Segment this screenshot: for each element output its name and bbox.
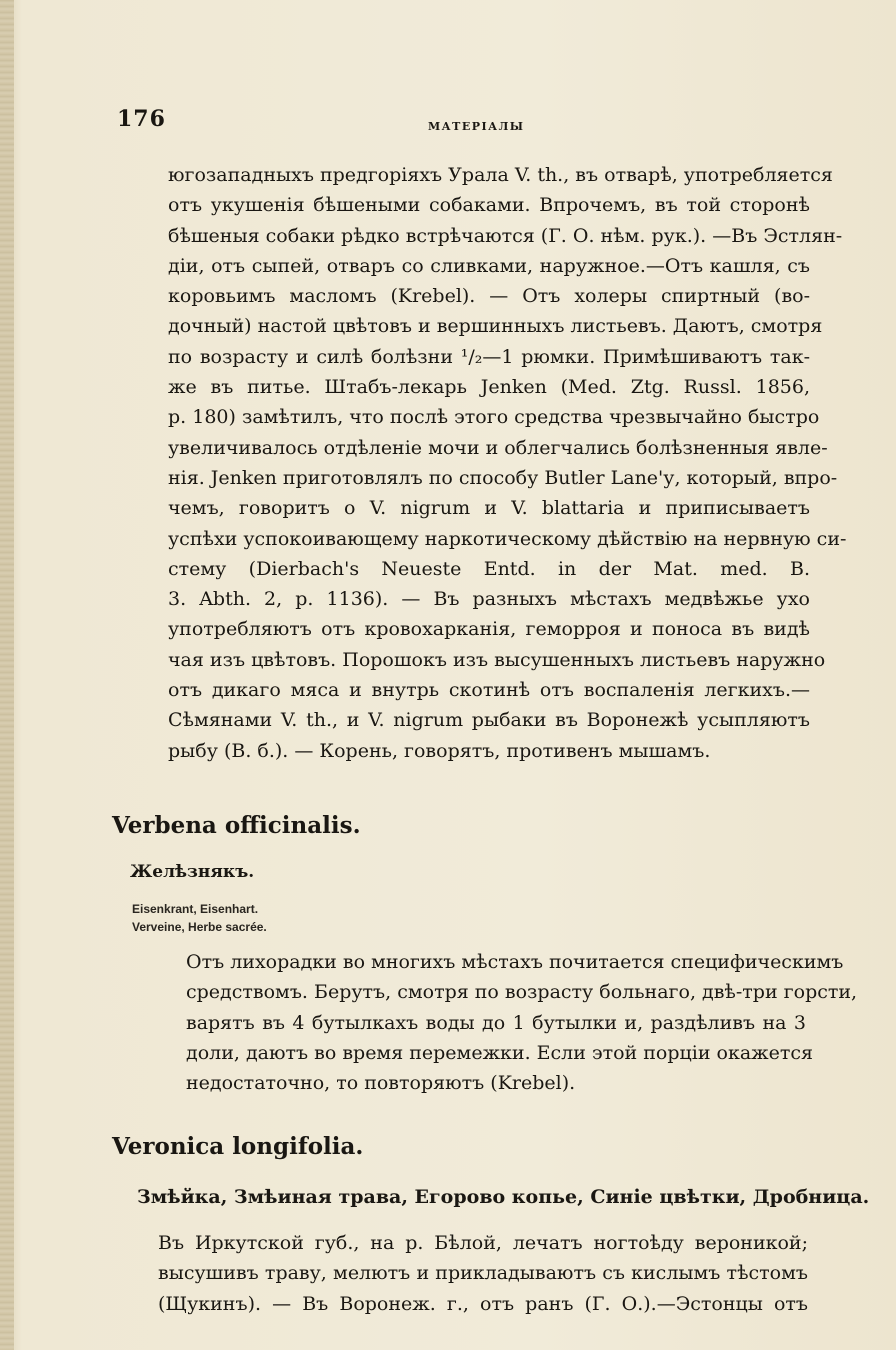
text-line: нія. Jenken приготовлялъ по способу Butler Lane'у, который, впро- bbox=[168, 466, 838, 489]
page-number: 176 bbox=[117, 106, 166, 132]
page-edge bbox=[0, 0, 14, 1350]
french-names: Verveine, Herbe sacrée. bbox=[132, 920, 267, 934]
paragraph-verbascum bbox=[168, 160, 847, 766]
text-line: средствомъ. Берутъ, смотря по возрасту больнаго, двѣ-три горсти, bbox=[186, 981, 858, 1004]
text-line: чемъ, говоритъ о V. nigrum и V. blattaria и приписываетъ bbox=[168, 497, 810, 520]
text-line: отъ укушенія бѣшеными собаками. Впрочемъ, въ той сторонѣ bbox=[168, 194, 810, 217]
text-line: коровьимъ масломъ (Krebel). — Отъ холеры спиртный (во- bbox=[168, 285, 810, 308]
text-line: дочный) настой цвѣтовъ и вершинныхъ листьевъ. Даютъ, смотря bbox=[168, 315, 823, 338]
text-line: діи, отъ сыпей, отваръ со сливками, наружное.—Отъ кашля, съ bbox=[168, 254, 810, 277]
text-line: доли, даютъ во время перемежки. Если этой порціи окажется bbox=[186, 1041, 814, 1064]
text-line: чая изъ цвѣтовъ. Порошокъ изъ высушенныхъ листьевъ наружно bbox=[168, 648, 826, 671]
paragraph-veronica bbox=[158, 1228, 808, 1319]
text-line: p. 180) замѣтилъ, что послѣ этого средства чрезвычайно быстро bbox=[168, 406, 820, 429]
text-line: варятъ въ 4 бутылкахъ воды до 1 бутылки и, раздѣливъ на 3 bbox=[186, 1011, 806, 1034]
german-names: Eisenkrant, Eisenhart. bbox=[132, 902, 259, 916]
russian-name: Желѣзнякъ. bbox=[130, 862, 255, 882]
text-line: рыбу (В. б.). — Корень, говорятъ, противенъ мышамъ. bbox=[168, 739, 711, 762]
section-title-verbena: Verbena officinalis. bbox=[112, 812, 361, 839]
text-line: 3. Abth. 2, p. 1136). — Въ разныхъ мѣстахъ медвѣжье ухо bbox=[168, 588, 810, 611]
text-line: успѣхи успокоивающему наркотическому дѣйствію на нервную си- bbox=[168, 527, 847, 550]
text-line: же въ питье. Штабъ-лекарь Jenken (Med. Ztg. Russl. 1856, bbox=[168, 376, 810, 399]
text-line: югозападныхъ предгоріяхъ Урала V. th., въ отварѣ, употребляется bbox=[168, 164, 833, 186]
section-title-veronica: Veronica longifolia. bbox=[112, 1133, 364, 1160]
text-line: высушивъ траву, мелютъ и прикладываютъ съ кислымъ тѣстомъ bbox=[158, 1262, 808, 1285]
text-line: Сѣмянами V. th., и V. nigrum рыбаки въ Воронежѣ усыпляютъ bbox=[168, 709, 810, 732]
text-line: бѣшеныя собаки рѣдко встрѣчаются (Г. О. нѣм. рук.). —Въ Эстлян- bbox=[168, 224, 843, 247]
text-line: недостаточно, то повторяютъ (Krebel). bbox=[186, 1072, 576, 1095]
text-line: увеличивалось отдѣленіе мочи и облегчались болѣзненныя явле- bbox=[168, 436, 828, 459]
text-line: употребляютъ отъ кровохарканія, геморроя и поноса въ видѣ bbox=[168, 618, 810, 641]
text-line: Отъ лихорадки во многихъ мѣстахъ почитается специфическимъ bbox=[186, 951, 844, 973]
text-line: по возрасту и силѣ болѣзни ¹/₂—1 рюмки. Примѣшиваютъ так- bbox=[168, 345, 810, 368]
text-line: стему (Dierbach's Neueste Entd. in der Mat. med. B. bbox=[168, 557, 810, 580]
russian-names: Змѣйка, Змѣиная трава, Егорово копье, Синіе цвѣтки, Дробница. bbox=[137, 1186, 870, 1208]
paragraph-verbena bbox=[186, 947, 858, 1098]
text-line: Въ Иркутской губ., на р. Бѣлой, лечатъ ногтоѣду вероникой; bbox=[158, 1232, 808, 1254]
running-head: МАТЕРІАЛЫ bbox=[428, 120, 525, 133]
text-line: (Щукинъ). — Въ Воронеж. г., отъ ранъ (Г. О.).—Эстонцы отъ bbox=[158, 1292, 808, 1315]
text-line: отъ дикаго мяса и внутрь скотинѣ отъ воспаленія легкихъ.— bbox=[168, 679, 810, 702]
